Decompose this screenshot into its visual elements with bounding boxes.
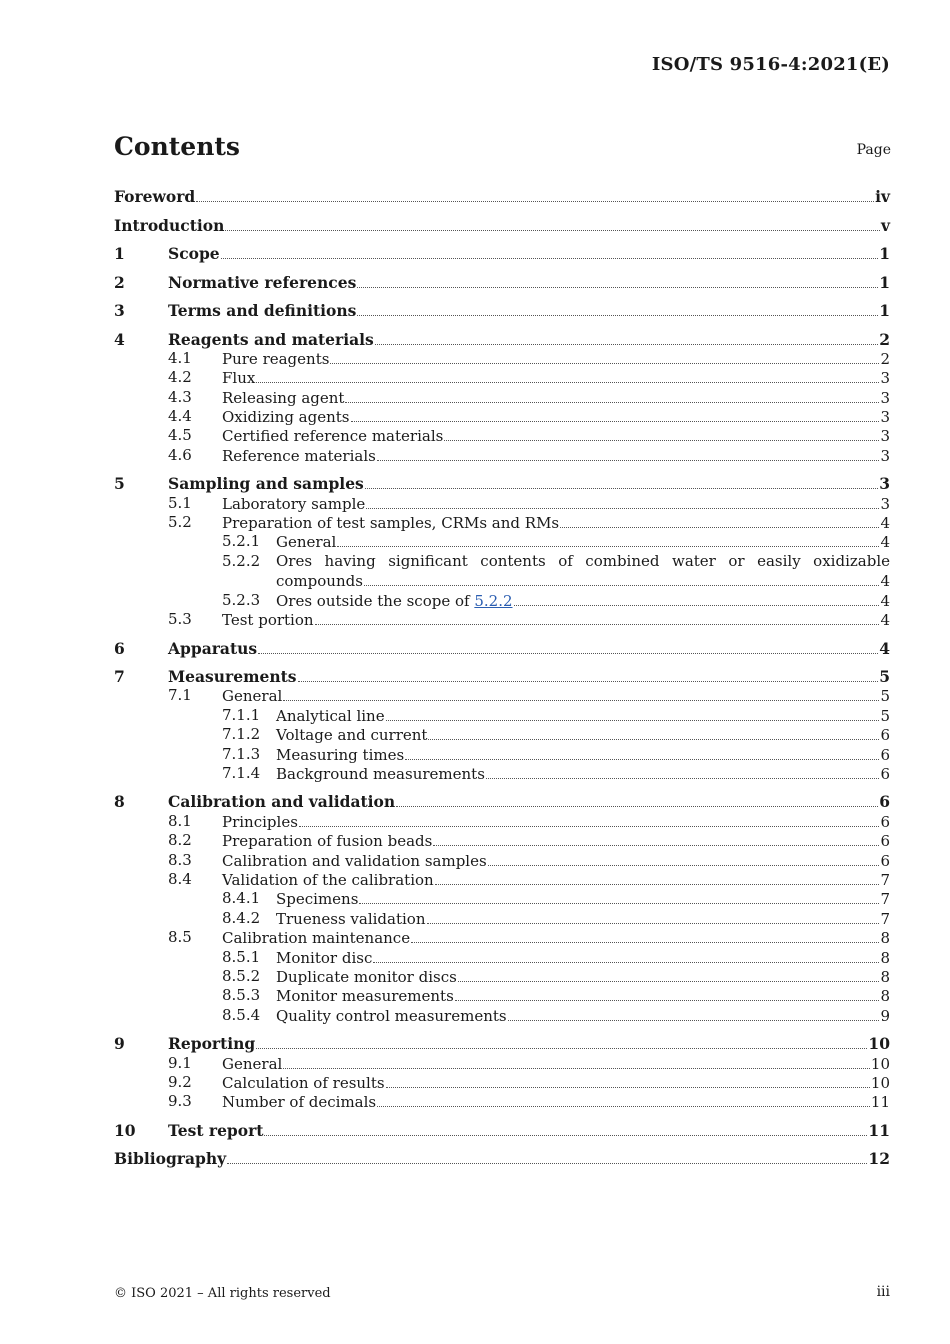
- toc-entry-page: 1: [879, 272, 890, 292]
- toc-entry-page: 4: [880, 572, 890, 591]
- toc-entry-title: [222, 832, 432, 851]
- toc-entry-title-text: Analytical line: [276, 706, 385, 725]
- dot-leader: [221, 244, 879, 259]
- toc-entry-page: 10: [870, 1073, 890, 1092]
- page-column-label: Page: [856, 142, 891, 158]
- toc-entry-title-text: Introduction: [114, 215, 225, 235]
- toc-entry-title: [222, 1093, 376, 1112]
- toc-entry-title: [168, 1121, 263, 1140]
- toc-entry-title-text: Sampling and samples: [168, 474, 364, 494]
- dot-leader: [256, 1034, 867, 1049]
- toc-entry-number: 8.4.2: [222, 908, 261, 927]
- toc-entry-page: 8: [880, 987, 890, 1006]
- toc-entry[interactable]: [114, 812, 890, 831]
- toc-entry-page: 7: [880, 909, 890, 928]
- toc-entry-title: [168, 273, 356, 292]
- toc-entry[interactable]: [114, 426, 890, 445]
- dot-leader: [196, 187, 874, 202]
- document-code: ISO/TS 9516-4:2021(E): [651, 54, 890, 75]
- toc-entry[interactable]: [114, 1149, 890, 1178]
- toc-entry-number: 7.1.4: [222, 764, 261, 783]
- toc-entry-title-text: Monitor disc: [276, 948, 373, 967]
- toc-entry-title: [222, 871, 434, 890]
- dot-leader: [283, 686, 879, 701]
- toc-entry-title-text: Measurements: [168, 667, 297, 687]
- toc-entry-title-text: Normative references: [168, 272, 357, 292]
- toc-entry[interactable]: [114, 513, 890, 532]
- toc-entry-title-text: General: [222, 1054, 283, 1073]
- dot-leader: [258, 639, 878, 654]
- toc-entry-number: 2: [114, 272, 125, 292]
- toc-entry-number: 9.3: [168, 1092, 192, 1111]
- dot-leader: [315, 610, 880, 625]
- toc-entry-title-text: Ores outside the scope of: [276, 591, 475, 610]
- toc-entry[interactable]: [114, 187, 890, 216]
- toc-entry-page: 12: [868, 1149, 890, 1169]
- dot-leader: [486, 764, 880, 779]
- toc-entry[interactable]: [114, 368, 890, 387]
- toc-entry-title-text: Preparation of fusion beads: [222, 832, 433, 851]
- toc-entry-title-text: Foreword: [114, 187, 196, 206]
- toc-entry-title-text: Oxidizing agents: [222, 408, 350, 427]
- dot-leader: [365, 474, 878, 489]
- dot-leader: [386, 706, 880, 721]
- toc-entry[interactable]: [114, 301, 890, 330]
- toc-entry-title-text: Flux: [222, 369, 256, 388]
- toc-entry-title: [222, 852, 487, 871]
- dot-leader: [373, 948, 879, 963]
- toc-entry-title-text: General: [276, 533, 337, 552]
- toc-entry-number: 4.5: [168, 426, 192, 445]
- toc-entry[interactable]: [114, 1034, 890, 1053]
- dot-leader: [514, 591, 880, 606]
- toc-entry-number: 4.4: [168, 407, 192, 426]
- toc-entry-title: [222, 389, 344, 408]
- dot-leader: [330, 349, 879, 364]
- toc-entry[interactable]: [114, 388, 890, 407]
- toc-entry-page: 3: [880, 369, 890, 388]
- dot-leader: [488, 851, 880, 866]
- toc-entry-number: 8.5.3: [222, 986, 261, 1005]
- table-of-contents: [114, 187, 890, 1178]
- toc-entry-title: [222, 1055, 282, 1074]
- toc-entry[interactable]: [114, 1006, 890, 1025]
- toc-entry-page: 5: [880, 706, 890, 725]
- toc-entry-title-text: Test report: [168, 1120, 264, 1140]
- toc-entry-page: 1: [879, 301, 890, 320]
- toc-entry-number: 8.5.1: [222, 947, 261, 966]
- toc-entry-page: 6: [880, 851, 890, 870]
- toc-entry-title: [168, 330, 374, 349]
- toc-entry-title: [222, 408, 350, 427]
- toc-entry-number: 6: [114, 638, 125, 658]
- toc-entry[interactable]: [114, 967, 890, 986]
- toc-entry-title: [222, 369, 255, 388]
- toc-entry-page: 2: [880, 349, 890, 368]
- toc-entry-title-text: General: [222, 687, 283, 706]
- toc-entry-number: 4.6: [168, 445, 192, 464]
- toc-entry[interactable]: [114, 745, 890, 764]
- toc-entry-number: 3: [114, 301, 125, 320]
- toc-entry-page: 6: [880, 832, 890, 851]
- toc-entry-title: [276, 707, 385, 726]
- dot-leader: [359, 889, 879, 904]
- dot-leader: [386, 1073, 870, 1088]
- toc-entry-page: 6: [880, 765, 890, 784]
- toc-entry-title: [168, 301, 356, 320]
- toc-entry-page: 5: [880, 687, 890, 706]
- dot-leader: [375, 330, 878, 345]
- dot-leader: [357, 273, 878, 288]
- toc-entry-page: 7: [880, 870, 890, 889]
- toc-entry-title-text: Calibration and validation: [168, 792, 396, 812]
- dot-leader: [377, 1092, 870, 1107]
- toc-entry-page: 6: [880, 745, 890, 764]
- toc-entry-page: 4: [880, 533, 890, 552]
- toc-entry-number: 8.1: [168, 811, 192, 830]
- dot-leader: [337, 532, 879, 547]
- toc-entry-page: 3: [879, 474, 890, 494]
- toc-entry-title: [222, 447, 376, 466]
- toc-entry-number: 5.2.2: [222, 551, 261, 570]
- dot-leader: [444, 426, 879, 441]
- toc-entry[interactable]: [114, 986, 890, 1005]
- dot-leader: [345, 388, 879, 403]
- toc-entry[interactable]: [114, 928, 890, 947]
- toc-entry-page: 4: [880, 514, 890, 533]
- dot-leader: [411, 928, 879, 943]
- dot-leader: [366, 494, 879, 509]
- toc-entry-title: [222, 514, 559, 533]
- toc-entry-page: 5: [879, 667, 890, 687]
- toc-entry[interactable]: [114, 851, 890, 870]
- toc-entry-number: 9.2: [168, 1072, 192, 1091]
- toc-entry[interactable]: [114, 1054, 890, 1073]
- toc-entry-page: 4: [880, 591, 890, 610]
- toc-entry-title: [222, 495, 365, 514]
- toc-entry-title-text: Trueness validation: [276, 909, 426, 928]
- toc-entry-page: 4: [879, 638, 890, 658]
- toc-entry[interactable]: [114, 610, 890, 629]
- toc-entry[interactable]: [114, 686, 890, 705]
- toc-entry-page: 10: [870, 1054, 890, 1073]
- dot-leader: [264, 1121, 867, 1136]
- toc-entry-title: [168, 792, 395, 811]
- toc-entry-page: 9: [880, 1006, 890, 1025]
- toc-entry[interactable]: [114, 870, 890, 889]
- toc-entry-page: 8: [880, 929, 890, 948]
- toc-entry-title-text: Quality control measurements: [276, 1006, 507, 1025]
- toc-entry[interactable]: [114, 1092, 890, 1111]
- toc-entry-number: 5.2: [168, 513, 192, 532]
- toc-entry-title-text: Reporting: [168, 1034, 256, 1054]
- toc-entry[interactable]: [114, 889, 890, 908]
- toc-entry-page: 11: [870, 1093, 890, 1112]
- toc-entry-title-text: Calibration and validation samples: [222, 851, 487, 870]
- toc-entry[interactable]: [114, 706, 890, 725]
- toc-entry-number: 7.1: [168, 686, 192, 705]
- dot-leader: [405, 745, 879, 760]
- toc-entry-number: 8.5: [168, 928, 192, 947]
- toc-entry-title-text: Terms and definitions: [168, 301, 357, 320]
- toc-entry-title: [114, 1149, 226, 1168]
- toc-entry-title-text: Validation of the calibration: [222, 870, 434, 889]
- toc-entry[interactable]: [114, 792, 890, 811]
- toc-entry-title: [168, 474, 364, 493]
- toc-entry-page: iv: [875, 187, 890, 206]
- toc-entry-number: 5.2.3: [222, 590, 261, 609]
- toc-entry-page: 6: [880, 812, 890, 831]
- dot-leader: [428, 725, 879, 740]
- toc-entry-title: [276, 1007, 507, 1026]
- toc-entry-title-text: Calculation of results: [222, 1073, 385, 1092]
- toc-entry-title: [276, 592, 513, 611]
- toc-entry[interactable]: [114, 831, 890, 850]
- toc-entry-page: 8: [880, 967, 890, 986]
- page-number: iii: [876, 1284, 890, 1300]
- toc-entry-number: 7.1.3: [222, 744, 261, 763]
- toc-entry-number: 9.1: [168, 1053, 192, 1072]
- toc-entry[interactable]: [114, 948, 890, 967]
- toc-entry-page: 6: [879, 792, 890, 812]
- toc-entry-title-text: Calibration maintenance: [222, 929, 411, 948]
- dot-leader: [227, 1149, 867, 1164]
- dot-leader: [433, 831, 879, 846]
- toc-entry[interactable]: [114, 407, 890, 426]
- toc-entry-title-text: Monitor measurements: [276, 987, 454, 1006]
- toc-entry-number: 8.5.2: [222, 966, 261, 985]
- toc-entry-title-text: Preparation of test samples, CRMs and RMs: [222, 514, 560, 533]
- toc-entry-title: [276, 910, 426, 929]
- toc-entry-page: 6: [880, 726, 890, 745]
- toc-entry-title-text: Specimens: [276, 890, 359, 909]
- toc-entry-number: 7.1.1: [222, 705, 261, 724]
- toc-entry-number: 8.5.4: [222, 1005, 261, 1024]
- toc-entry[interactable]: [114, 532, 890, 551]
- toc-entry-page: 10: [868, 1034, 890, 1054]
- toc-entry-number: 8.2: [168, 831, 192, 850]
- toc-entry[interactable]: [114, 494, 890, 513]
- cross-reference-link[interactable]: 5.2.2: [474, 591, 513, 610]
- toc-entry-title: [276, 765, 485, 784]
- toc-entry-number: 1: [114, 244, 125, 263]
- toc-entry-title: [114, 216, 224, 235]
- toc-entry-title-text: Releasing agent: [222, 388, 345, 407]
- toc-entry-title: [276, 533, 336, 552]
- toc-entry-title: [114, 187, 195, 206]
- toc-entry-page: 8: [880, 948, 890, 967]
- toc-entry-title: [276, 987, 454, 1006]
- toc-entry-page: 3: [880, 388, 890, 407]
- toc-entry-title: [276, 968, 457, 987]
- toc-entry-title: [168, 639, 257, 658]
- toc-entry-page: 3: [880, 494, 890, 513]
- toc-entry-title-text: Apparatus: [168, 638, 258, 658]
- toc-entry-title: Ores having significant contents of combined water or easily oxidizable: [276, 551, 890, 570]
- toc-entry-page: 4: [880, 611, 890, 630]
- dot-leader: [508, 1006, 880, 1021]
- toc-entry[interactable]: [114, 349, 890, 368]
- toc-entry-number: 5.3: [168, 610, 192, 629]
- toc-entry-number: 8.4.1: [222, 889, 261, 908]
- toc-entry-number: 9: [114, 1034, 125, 1054]
- toc-entry[interactable]: [114, 216, 890, 245]
- toc-entry-title-text: Laboratory sample: [222, 494, 366, 513]
- toc-entry-number: 5.2.1: [222, 532, 261, 551]
- toc-entry-title: [222, 350, 329, 369]
- toc-entry[interactable]: [114, 591, 890, 610]
- toc-entry-number: 8.4: [168, 869, 192, 888]
- toc-entry[interactable]: [114, 330, 890, 349]
- toc-entry-title: [222, 427, 443, 446]
- toc-entry[interactable]: [114, 244, 890, 273]
- toc-entry-title: [222, 1074, 385, 1093]
- toc-entry-number: 8.3: [168, 850, 192, 869]
- toc-entry-title: [222, 813, 298, 832]
- toc-entry-title-text: Reagents and materials: [168, 329, 374, 349]
- toc-entry-number: 4: [114, 329, 125, 349]
- dot-leader: [351, 407, 880, 422]
- toc-entry-title-text: Test portion: [222, 611, 314, 630]
- toc-entry-title-text: Background measurements: [276, 765, 485, 784]
- dot-leader: [560, 513, 879, 528]
- toc-entry-title: [276, 746, 404, 765]
- toc-entry[interactable]: [114, 667, 890, 686]
- toc-entry-title-text: Principles: [222, 812, 298, 831]
- toc-entry-title-text: Pure reagents: [222, 349, 330, 368]
- toc-entry-title-text: Bibliography: [114, 1149, 227, 1169]
- toc-entry-title: [222, 611, 314, 630]
- dot-leader: [225, 216, 880, 231]
- toc-entry-title: [276, 890, 358, 909]
- toc-entry[interactable]: [114, 764, 890, 783]
- dot-leader: [455, 986, 880, 1001]
- dot-leader: [396, 792, 878, 807]
- toc-entry-title-text: Measuring times: [276, 745, 405, 764]
- toc-entry-title-text: Certified reference materials: [222, 427, 444, 446]
- toc-entry-title-text: Duplicate monitor discs: [276, 967, 457, 986]
- toc-entry-title: [168, 244, 220, 263]
- toc-entry-number: 10: [114, 1120, 136, 1140]
- toc-entry-number: 7.1.2: [222, 725, 261, 744]
- toc-entry-title-continued: compounds: [276, 572, 363, 591]
- toc-entry[interactable]: [114, 725, 890, 744]
- toc-entry[interactable]: [114, 1121, 890, 1150]
- toc-entry-number: 5: [114, 474, 125, 494]
- toc-entry-title: [222, 929, 410, 948]
- dot-leader: [256, 368, 879, 383]
- dot-leader: [299, 812, 880, 827]
- toc-entry-number: 7: [114, 667, 125, 687]
- dot-leader: [357, 301, 878, 316]
- dot-leader: [364, 571, 880, 586]
- toc-entry-title-text: Reference materials: [222, 446, 376, 465]
- dot-leader: [298, 667, 879, 682]
- toc-entry[interactable]: [114, 273, 890, 302]
- copyright-notice: © ISO 2021 – All rights reserved: [114, 1286, 331, 1301]
- contents-heading: Contents: [114, 132, 241, 161]
- toc-entry-page: 2: [879, 329, 890, 349]
- toc-entry-title-text: Number of decimals: [222, 1093, 377, 1112]
- dot-leader: [435, 870, 880, 885]
- dot-leader: [377, 446, 880, 461]
- toc-entry-number: 4.2: [168, 368, 192, 387]
- toc-entry[interactable]: [114, 909, 890, 928]
- toc-entry-title: [168, 1034, 255, 1053]
- toc-entry-title: [276, 726, 427, 745]
- toc-entry-page: 1: [879, 244, 890, 263]
- toc-entry-number: 8: [114, 792, 125, 812]
- toc-entry-title: [168, 667, 297, 686]
- toc-entry-page: 3: [880, 427, 890, 446]
- toc-entry-page: 7: [880, 890, 890, 909]
- toc-entry[interactable]: [114, 639, 890, 668]
- toc-entry-page: 11: [868, 1120, 890, 1140]
- toc-entry-number: 4.1: [168, 348, 192, 367]
- toc-entry-page: v: [880, 215, 890, 235]
- dot-leader: [427, 909, 880, 924]
- toc-entry-page: 3: [880, 446, 890, 465]
- toc-entry[interactable]: [114, 1073, 890, 1092]
- toc-entry-title-text: Voltage and current: [276, 726, 428, 745]
- toc-entry[interactable]: [114, 446, 890, 465]
- toc-entry[interactable]: [114, 474, 890, 493]
- toc-entry-title: [276, 949, 372, 968]
- toc-entry-title-text: Scope: [168, 244, 220, 263]
- toc-entry-page: 3: [880, 408, 890, 427]
- dot-leader: [458, 967, 880, 982]
- dot-leader: [283, 1054, 870, 1069]
- toc-entry-number: 5.1: [168, 493, 192, 512]
- toc-entry-title: [222, 687, 282, 706]
- toc-entry-number: 4.3: [168, 387, 192, 406]
- toc-entry[interactable]: [114, 552, 890, 591]
